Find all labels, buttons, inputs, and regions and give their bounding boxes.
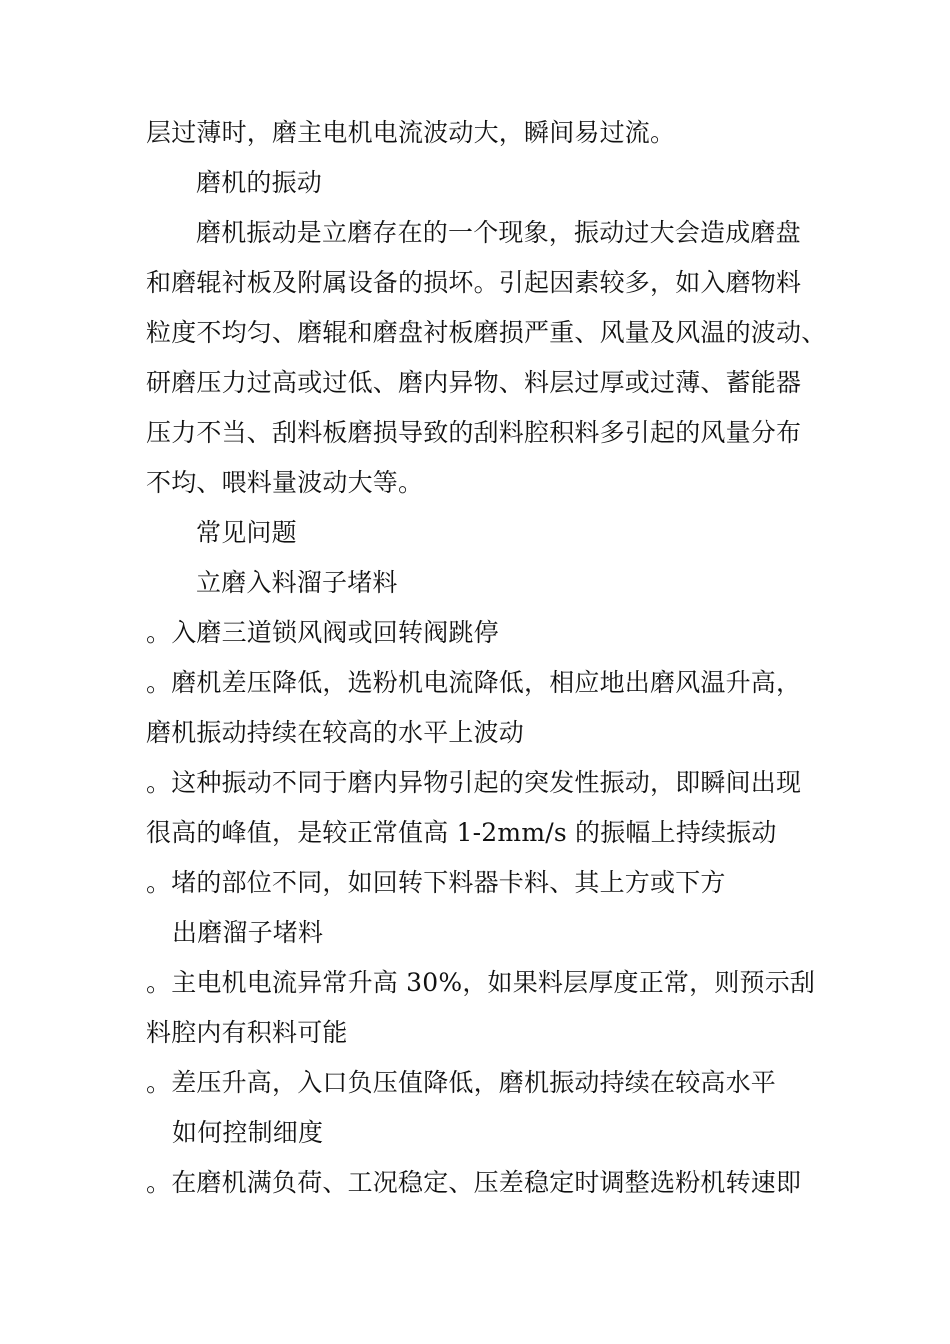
subsection-heading: 出磨溜子堵料	[172, 918, 324, 947]
bullet-line: 。磨机差压降低，选粉机电流降低，相应地出磨风温升高，	[146, 668, 802, 697]
paragraph-line: 料腔内有积料可能	[146, 1018, 348, 1047]
subsection-heading: 立磨入料溜子堵料	[196, 568, 398, 597]
bullet-line: 。差压升高，入口负压值降低，磨机振动持续在较高水平	[146, 1068, 777, 1097]
paragraph-line: 磨机振动持续在较高的水平上波动	[146, 718, 525, 747]
subsection-heading: 如何控制细度	[172, 1118, 324, 1147]
bullet-line: 。入磨三道锁风阀或回转阀跳停	[146, 618, 499, 647]
bullet-line: 。堵的部位不同，如回转下料器卡料、其上方或下方	[146, 868, 726, 897]
section-heading: 常见问题	[196, 518, 297, 547]
section-heading: 磨机的振动	[196, 168, 323, 197]
paragraph-line: 研磨压力过高或过低、磨内异物、料层过厚或过薄、蓄能器	[146, 368, 802, 397]
paragraph-line: 不均、喂料量波动大等。	[146, 468, 424, 497]
bullet-line: 。在磨机满负荷、工况稳定、压差稳定时调整选粉机转速即	[146, 1168, 802, 1197]
paragraph-line: 很高的峰值，是较正常值高 1-2mm/s 的振幅上持续振动	[146, 818, 777, 847]
paragraph-line: 压力不当、刮料板磨损导致的刮料腔积料多引起的风量分布	[146, 418, 802, 447]
paragraph-line: 磨机振动是立磨存在的一个现象，振动过大会造成磨盘	[196, 218, 801, 247]
paragraph-line: 层过薄时，磨主电机电流波动大，瞬间易过流。	[146, 118, 676, 147]
bullet-line: 。这种振动不同于磨内异物引起的突发性振动，即瞬间出现	[146, 768, 802, 797]
bullet-line: 。主电机电流异常升高 30%，如果料层厚度正常，则预示刮	[146, 968, 816, 997]
paragraph-line: 和磨辊衬板及附属设备的损坏。引起因素较多，如入磨物料	[146, 268, 802, 297]
paragraph-line: 粒度不均匀、磨辊和磨盘衬板磨损严重、风量及风温的波动、	[146, 318, 827, 347]
